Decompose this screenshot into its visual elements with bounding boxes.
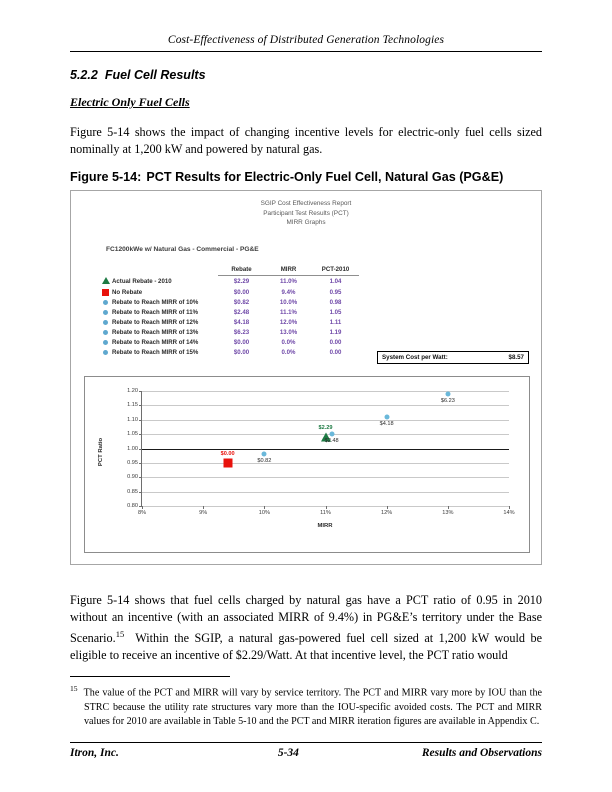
y-axis-tick-label: 1.05 [127,431,138,438]
y-axis-title: PCT Ratio [98,437,104,467]
legend-row-name: Rebate to Reach MIRR of 12% [112,319,199,327]
data-point-marker [262,452,267,457]
x-axis-tick [387,506,388,509]
y-axis-tick [139,434,142,435]
legend-row [99,307,359,317]
x-axis-tick [264,506,265,509]
header-rule [70,51,542,52]
legend-row-name: Rebate to Reach MIRR of 15% [112,349,199,357]
x-axis-tick-label: 9% [199,510,208,516]
footer-left: Itron, Inc. [70,747,119,759]
legend-row-pct: 0.00 [329,339,342,347]
y-axis-tick-label: 1.15 [127,402,138,409]
legend-row-rebate: $0.00 [233,349,250,357]
reference-line [142,449,509,450]
data-point-marker [445,391,450,396]
y-axis-tick-label: 0.95 [127,459,138,466]
y-axis-tick [139,391,142,392]
footnote-body [70,682,542,730]
legend-row-rebate: $0.00 [233,288,250,296]
legend-row-mirr: 13.0% [279,329,298,337]
legend-row [99,275,359,287]
legend-row-mirr: 12.0% [279,319,298,327]
gridline [142,405,509,406]
data-point-label: $6.23 [440,397,455,404]
legend-row-pct: 0.00 [329,349,342,357]
legend-header-row [99,266,359,275]
legend-row [99,348,359,358]
footer-right: Results and Observations [421,747,542,759]
legend-row-name: Rebate to Reach MIRR of 13% [112,329,199,337]
legend-marker-dot-icon [99,297,112,307]
legend-marker-dot-icon [99,328,112,338]
legend-col-rebate: Rebate [218,266,265,275]
data-point-marker [329,432,334,437]
data-point-label: $0.82 [257,458,272,465]
gridline [142,477,509,478]
legend-row-pct: 0.98 [329,298,342,306]
gridline [142,463,509,464]
figure-caption-text: PCT Results for Electric-Only Fuel Cell, Natural Gas (PG&E) [146,170,504,184]
legend-col-marker [99,266,112,275]
legend-marker-dot-icon [99,348,112,358]
figure-caption [70,170,503,184]
y-axis-tick-label: 0.85 [127,488,138,495]
legend-row [99,297,359,307]
legend-row-rebate: $0.82 [233,298,250,306]
legend-row-pct: 1.19 [329,329,342,337]
page-footer [70,747,542,759]
section-title: Fuel Cell Results [104,68,206,82]
y-axis-tick-label: 1.20 [127,388,138,394]
legend-row-rebate: $6.23 [233,329,250,337]
x-axis-tick [326,506,327,509]
legend-row-mirr: 10.0% [279,298,298,306]
legend-marker-dot-icon [99,307,112,317]
chart-header-line-1: SGIP Cost Effectiveness Report [260,200,352,207]
figure-caption-label: Figure 5-14: [70,170,142,184]
legend-row-mirr: 11.0% [280,277,297,285]
legend-row-rebate: $2.29 [233,277,250,285]
legend-row-name: Actual Rebate - 2010 [112,277,172,285]
plot-area [127,388,515,516]
x-axis-tick-label: 14% [503,510,515,516]
x-axis-tick [142,506,143,509]
plot-panel [84,376,530,553]
legend-row-mirr: 11.1% [280,308,297,316]
legend-row-rebate: $0.00 [233,339,250,347]
legend-row-rebate: $4.18 [233,319,250,327]
legend-row-mirr: 0.0% [281,349,296,357]
footnote-mark: 15 [70,684,78,693]
legend-marker-dot-icon [99,317,112,327]
x-axis-tick [448,506,449,509]
legend-marker-dot-icon [99,338,112,348]
system-cost-value: $8.57 [508,354,524,361]
legend-marker-square-icon [99,287,112,297]
analysis-paragraph [70,592,542,664]
system-cost-label: System Cost per Watt: [382,354,448,361]
legend-row-mirr: 0.0% [281,339,296,347]
legend-row-name: Rebate to Reach MIRR of 11% [112,308,199,316]
x-axis-tick [203,506,204,509]
x-axis-tick-label: 12% [381,510,393,516]
y-axis-tick-label: 0.90 [127,474,138,481]
legend-row-name: No Rebate [112,288,143,296]
data-point-marker [384,414,389,419]
gridline [142,391,509,392]
chart-title: FC1200kWe w/ Natural Gas - Commercial - PG&E [106,246,259,253]
data-point-label: $2.48 [324,438,339,445]
data-point-label: $2.29 [318,425,333,431]
x-axis-tick [509,506,510,509]
figure-5-14 [70,190,542,565]
legend-row-name: Rebate to Reach MIRR of 10% [112,298,199,306]
x-axis-tick-label: 13% [442,510,454,516]
footnote-reference: 15 [115,629,125,639]
section-heading [70,68,206,82]
gridline [142,492,509,493]
x-axis-tick-label: 8% [137,510,147,516]
chart-header [71,199,541,228]
legend-col-pct: PCT-2010 [312,266,359,275]
analysis-text-part2: Within the SGIP, a natural gas-powered fuel cell sized at 1,200 kW would be eligible to receive an incentive of $2.29/Watt. At that incentive level, the PCT ratio would [70,631,542,663]
y-axis-tick [139,405,142,406]
x-axis-tick-label: 11% [320,510,331,516]
data-point-marker [223,458,232,467]
section-number: 5.2.2 [70,68,98,82]
footnote [70,682,542,730]
legend-row-mirr: 9.4% [281,288,296,296]
footnote-text: The value of the PCT and MIRR will vary by service territory. The PCT and MIRR vary more by IOU than the STRC because the utility rate structures vary more than the IOU-specific avoided costs. The PCT and MIRR values for 2010 are available in Table 5-10 and the PCT and MIRR iteration figures are available in Appendix C. [83,687,542,728]
y-axis-tick-label: 1.10 [127,416,138,423]
page-number: 5-34 [277,747,299,759]
legend-row [99,338,359,348]
legend-col-mirr: MIRR [265,266,312,275]
footnote-rule [70,676,230,677]
x-axis-tick-label: 10% [258,510,270,516]
gridline [142,420,509,421]
legend-row-pct: 0.95 [329,288,342,296]
y-axis-tick-label: 0.80 [127,503,138,509]
y-axis-tick-label: 1.00 [127,445,138,452]
running-head: Cost-Effectiveness of Distributed Generation Technologies [167,34,445,46]
footer-rule [70,742,542,743]
legend-row-pct: 1.11 [329,319,342,327]
legend-row-pct: 1.04 [329,277,342,285]
intro-paragraph: Figure 5-14 shows the impact of changing incentive levels for electric-only fuel cells sized nominally at 1,200 kW and powered by natural gas. [70,125,542,156]
y-axis-tick [139,492,142,493]
system-cost-box [377,351,529,364]
y-axis-tick [139,420,142,421]
analysis-text-part1: Figure 5-14 shows that fuel cells charged by natural gas have a PCT ratio of 0.95 in 2010 without an incentive (with an associated MIRR of 9.4%) in PG&E’s territory under the Base Scenario. [70,593,542,646]
subsection-heading: Electric Only Fuel Cells [70,95,190,109]
y-axis-tick [139,449,142,450]
legend-row-rebate: $2.48 [233,308,250,316]
legend-table [99,266,359,358]
legend-row [99,328,359,338]
chart-header-line-2: Participant Test Results (PCT) [263,209,349,217]
data-point-label: $0.00 [220,450,235,457]
legend-marker-triangle-icon [99,275,112,287]
legend-col-name [112,266,218,275]
data-point-label: $4.18 [379,420,394,427]
legend-row [99,287,359,297]
x-axis-title: MIRR [317,523,333,529]
y-axis-tick [139,477,142,478]
y-axis-tick [139,463,142,464]
legend-row-name: Rebate to Reach MIRR of 14% [112,339,199,347]
legend-row-pct: 1.05 [329,308,342,316]
legend-row [99,317,359,327]
chart-header-line-3: MIRR Graphs [286,219,326,226]
